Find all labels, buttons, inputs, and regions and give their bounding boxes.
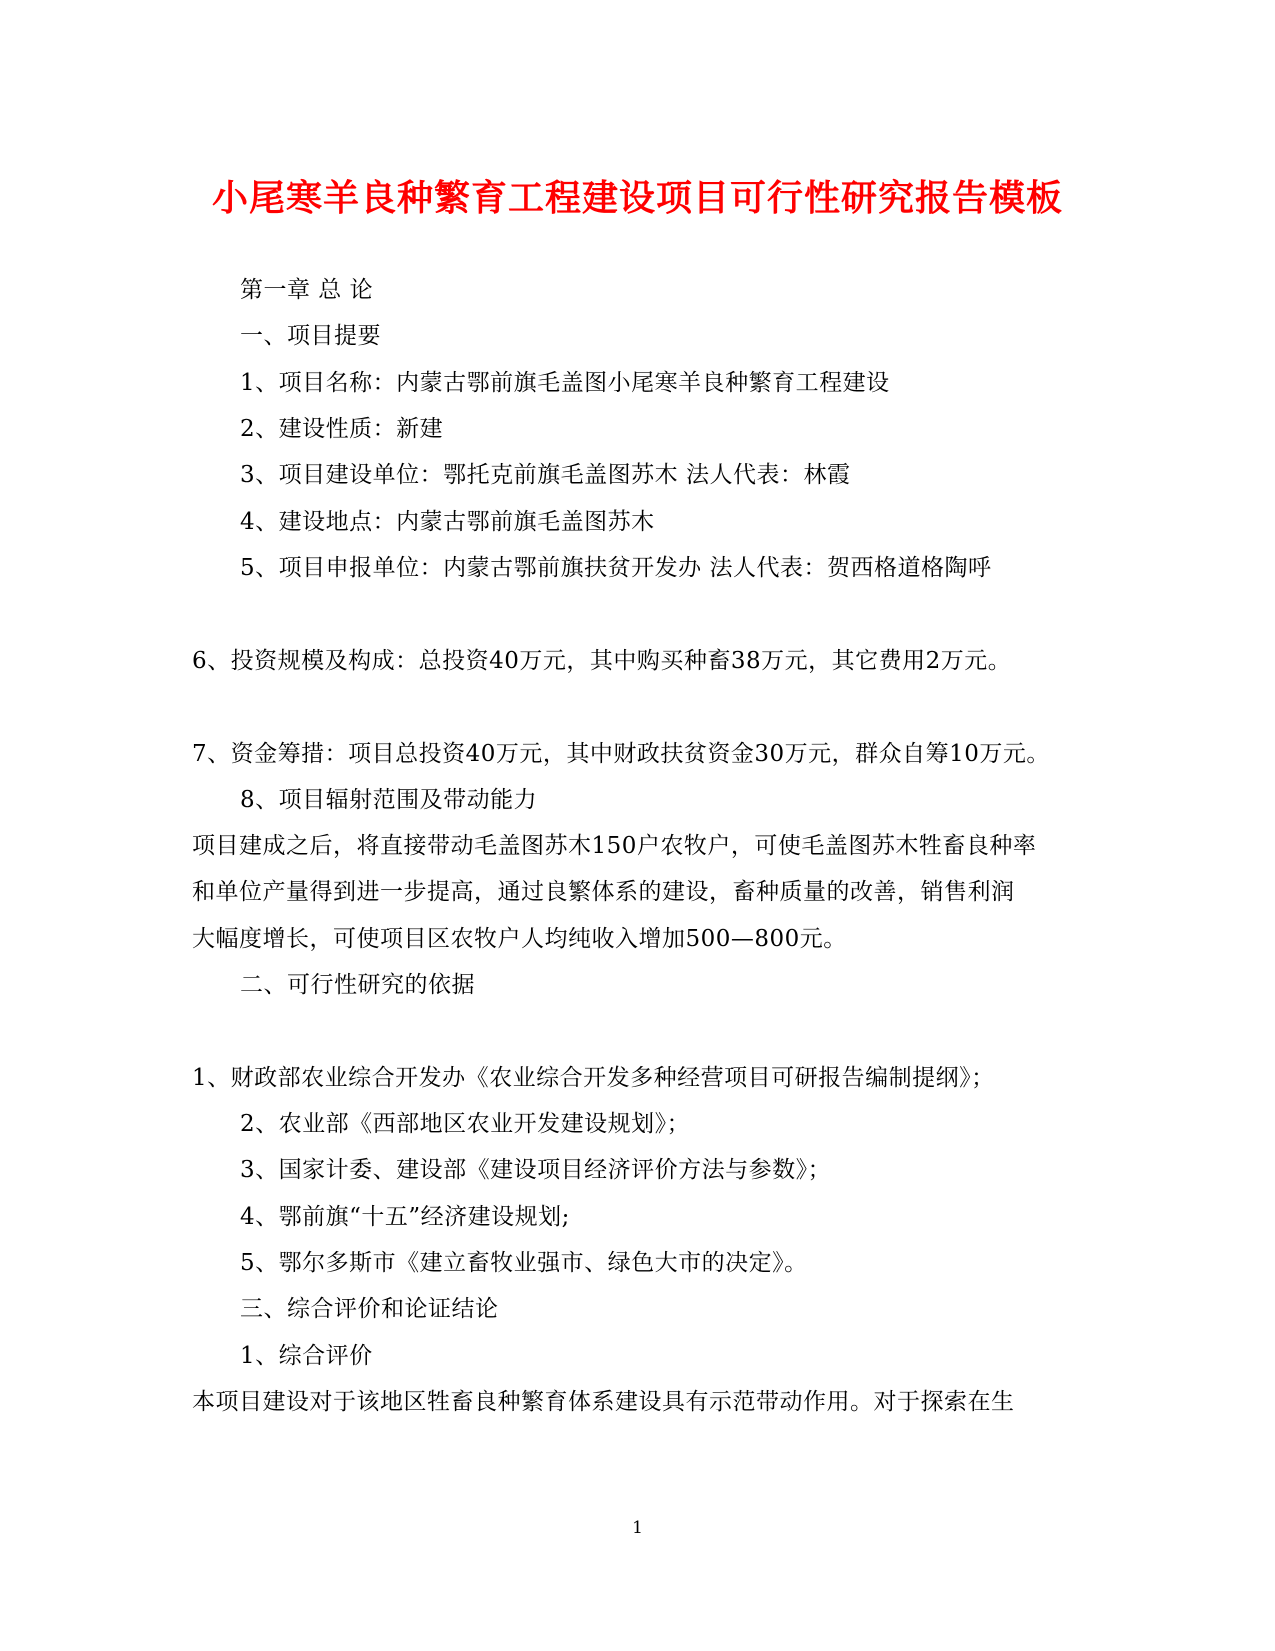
paragraph-line: 大幅度增长，可使项目区农牧户人均纯收入增加500—800元。 — [192, 926, 847, 952]
paragraph-line: 1、财政部农业综合开发办《农业综合开发多种经营项目可研报告编制提纲》； — [192, 1065, 995, 1091]
paragraph-line: 2、农业部《西部地区农业开发建设规划》； — [240, 1111, 691, 1137]
paragraph-line: 项目建成之后，将直接带动毛盖图苏木150户农牧户，可使毛盖图苏木牲畜良种率 — [192, 833, 1037, 859]
paragraph-line: 4、鄂前旗“十五”经济建设规划; — [240, 1204, 570, 1230]
chapter-heading: 第一章 总 论 — [240, 277, 374, 303]
paragraph-line: 4、建设地点：内蒙古鄂前旗毛盖图苏木 — [240, 509, 655, 535]
paragraph-line: 5、项目申报单位：内蒙古鄂前旗扶贫开发办 法人代表：贺西格道格陶呼 — [240, 555, 992, 581]
section-heading: 一、项目提要 — [240, 323, 381, 349]
paragraph-line: 和单位产量得到进一步提高，通过良繁体系的建设，畜种质量的改善，销售利润 — [192, 879, 1015, 905]
subsection-heading: 1、综合评价 — [240, 1343, 373, 1369]
document-title: 小尾寒羊良种繁育工程建设项目可行性研究报告模板 — [211, 177, 1063, 219]
section-heading: 三、综合评价和论证结论 — [240, 1296, 499, 1322]
page-number: 1 — [632, 1518, 643, 1538]
paragraph-line: 7、资金筹措：项目总投资40万元，其中财政扶贫资金30万元，群众自筹10万元。 — [192, 741, 1050, 767]
paragraph-line: 3、国家计委、建设部《建设项目经济评价方法与参数》； — [240, 1157, 832, 1183]
paragraph-line: 8、项目辐射范围及带动能力 — [240, 787, 538, 813]
paragraph-line: 6、投资规模及构成：总投资40万元，其中购买种畜38万元，其它费用2万元。 — [192, 648, 1012, 674]
section-heading: 二、可行性研究的依据 — [240, 972, 475, 998]
paragraph-line: 2、建设性质：新建 — [240, 416, 444, 442]
paragraph-line: 本项目建设对于该地区牲畜良种繁育体系建设具有示范带动作用。对于探索在生 — [192, 1389, 1015, 1415]
paragraph-line: 3、项目建设单位：鄂托克前旗毛盖图苏木 法人代表：林霞 — [240, 462, 851, 488]
paragraph-line: 5、鄂尔多斯市《建立畜牧业强市、绿色大市的决定》。 — [240, 1250, 808, 1276]
paragraph-line: 1、项目名称：内蒙古鄂前旗毛盖图小尾寒羊良种繁育工程建设 — [240, 370, 890, 396]
